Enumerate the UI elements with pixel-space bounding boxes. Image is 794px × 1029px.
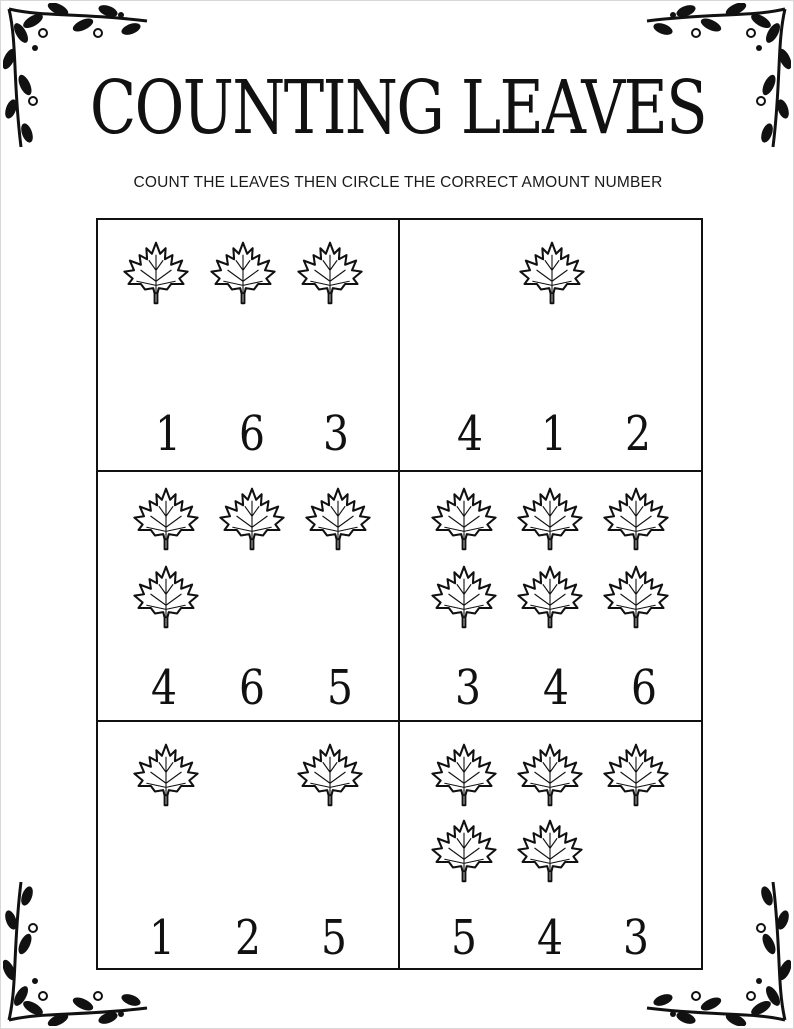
answer-choice[interactable]: 1 xyxy=(149,910,175,966)
answer-choice[interactable]: 5 xyxy=(321,910,347,966)
maple-leaf-icon xyxy=(302,486,374,552)
maple-leaf-icon xyxy=(428,818,500,884)
maple-leaf-icon xyxy=(294,240,366,306)
maple-leaf-icon xyxy=(428,742,500,808)
maple-leaf-icon xyxy=(207,240,279,306)
maple-leaf-icon xyxy=(130,742,202,808)
answer-choice[interactable]: 3 xyxy=(622,910,649,966)
maple-leaf-icon xyxy=(514,564,586,630)
maple-leaf-icon xyxy=(516,240,588,306)
problem-grid xyxy=(96,218,703,970)
problem-cell-1 xyxy=(98,220,400,472)
maple-leaf-icon xyxy=(120,240,192,306)
answer-choice[interactable]: 1 xyxy=(540,406,567,462)
worksheet-title: COUNTING LEAVES xyxy=(89,65,707,151)
answer-choice[interactable]: 6 xyxy=(630,660,657,716)
maple-leaf-icon xyxy=(514,818,586,884)
answer-choice[interactable]: 5 xyxy=(450,910,477,966)
problem-cell-5 xyxy=(98,722,400,968)
answer-choice[interactable]: 3 xyxy=(454,660,481,716)
answer-choice[interactable]: 4 xyxy=(536,910,563,966)
problem-cell-3 xyxy=(98,472,400,722)
answer-choice[interactable]: 4 xyxy=(151,660,177,716)
answer-choice[interactable]: 3 xyxy=(323,406,349,462)
maple-leaf-icon xyxy=(294,742,366,808)
maple-leaf-icon xyxy=(514,486,586,552)
maple-leaf-icon xyxy=(428,564,500,630)
maple-leaf-icon xyxy=(130,564,202,630)
answer-choice[interactable]: 5 xyxy=(327,660,353,716)
answer-choice[interactable]: 1 xyxy=(155,406,181,462)
answer-choice[interactable]: 2 xyxy=(624,406,651,462)
maple-leaf-icon xyxy=(514,742,586,808)
problem-cell-2 xyxy=(400,220,702,472)
worksheet-instructions: COUNT THE LEAVES THEN CIRCLE THE CORRECT AMOUNT NUMBER xyxy=(133,174,663,191)
answer-choice[interactable]: 6 xyxy=(239,660,265,716)
answer-choice[interactable]: 4 xyxy=(456,406,483,462)
answer-choice[interactable]: 4 xyxy=(542,660,569,716)
answer-choice[interactable]: 2 xyxy=(235,910,261,966)
maple-leaf-icon xyxy=(600,486,672,552)
maple-leaf-icon xyxy=(428,486,500,552)
answer-choice[interactable]: 6 xyxy=(239,406,265,462)
maple-leaf-icon xyxy=(600,742,672,808)
problem-cell-6 xyxy=(400,722,702,968)
maple-leaf-icon xyxy=(600,564,672,630)
problem-cell-4 xyxy=(400,472,702,722)
maple-leaf-icon xyxy=(216,486,288,552)
maple-leaf-icon xyxy=(130,486,202,552)
